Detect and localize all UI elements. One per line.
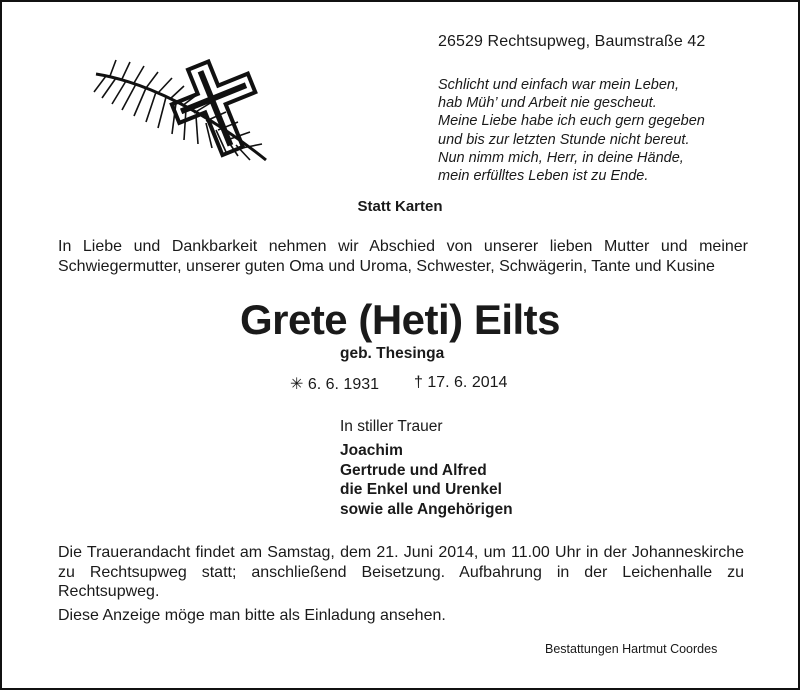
poem-line: Schlicht und einfach war mein Leben,: [438, 77, 680, 93]
invitation-note: Diese Anzeige möge man bitte als Einladung ansehen.: [58, 607, 446, 624]
maiden-name: geb. Thesinga: [340, 345, 445, 362]
address: 26529 Rechtsupweg, Baumstraße 42: [438, 33, 706, 50]
poem: [438, 76, 705, 185]
cross-with-palm-branch-icon: [86, 52, 286, 164]
mourner: die Enkel und Urenkel: [340, 481, 502, 499]
death-date: † 17. 6. 2014: [414, 374, 508, 391]
poem-line: Nun nimm mich, Herr, in deine Hände,: [438, 149, 684, 166]
mourner: Gertrude und Alfred: [340, 461, 487, 479]
mourning-heading: In stiller Trauer: [340, 418, 443, 435]
mourner: Joachim: [340, 442, 403, 459]
statt-karten-heading: Statt Karten: [357, 198, 443, 215]
poem-line: und bis zur letzten Stunde nicht bereut.: [438, 131, 690, 148]
poem-line: mein erfülltes Leben ist zu Ende.: [438, 168, 649, 185]
mourners-list: [340, 441, 513, 519]
service-details: Die Trauerandacht findet am Samstag, dem 21. Juni 2014, um 11.00 Uhr in der Johanneskirche zu Rechtsupweg statt; anschließend Beisetzung. Aufbahrung in der Leichenhalle zu Rechtsupweg.: [58, 544, 744, 601]
birth-date: ✳ 6. 6. 1931: [290, 376, 380, 393]
intro-text: In Liebe und Dankbarkeit nehmen wir Abschied von unserer lieben Mutter und meiner Schwiegermutter, unserer guten Oma und Uroma, Schwester, Schwägerin, Tante und Kusine: [58, 238, 748, 275]
poem-line: Meine Liebe habe ich euch gern gegeben: [438, 113, 705, 130]
mourner: sowie alle Angehörigen: [340, 500, 513, 518]
poem-line: hab Müh’ und Arbeit nie gescheut.: [438, 95, 657, 112]
deceased-name: Grete (Heti) Eilts: [239, 296, 561, 343]
funeral-home: Bestattungen Hartmut Coordes: [545, 642, 718, 656]
